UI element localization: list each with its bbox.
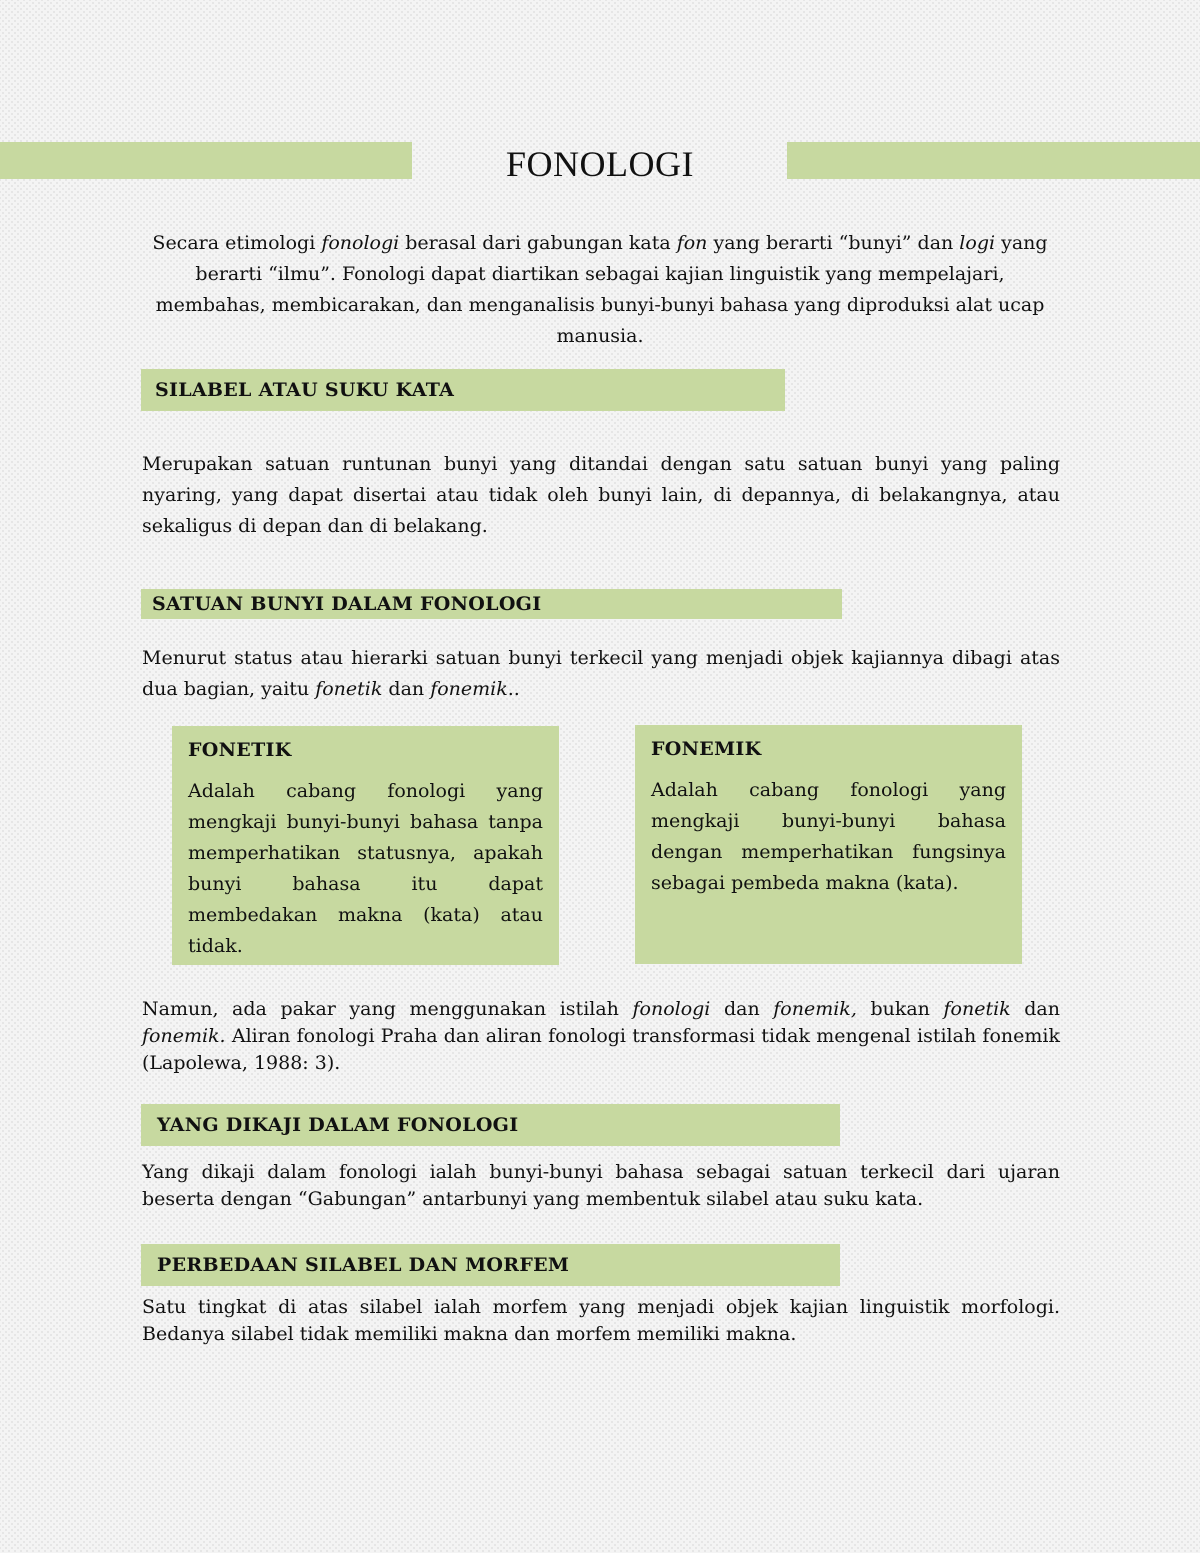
intro-text: yang berarti “ilmu”. Fonologi dapat diartikan sebagai kajian linguistik yang mempelajari, membahas, membicarakan, dan menganalisis bunyi-bunyi bahasa yang diproduksi alat ucap manusia. [155, 232, 1048, 347]
namun-text: dan [1010, 998, 1060, 1020]
namun-term: fonologi [632, 998, 711, 1020]
intro-term: logi [959, 232, 996, 254]
intro-text: berasal dari gabungan kata [399, 232, 677, 254]
title-bar-right [787, 142, 1200, 179]
satuan-paragraph [142, 643, 1060, 705]
title-bar-left [0, 142, 412, 179]
namun-text: Namun, ada pakar yang menggunakan istilah [142, 998, 633, 1020]
intro-term: fon [676, 232, 708, 254]
fonemik-text: Adalah cabang fonologi yang mengkaji bunyi-bunyi bahasa dengan memperhatikan fungsinya sebagai pembeda makna (kata). [651, 779, 1006, 894]
page-title: FONOLOGI [506, 144, 694, 184]
namun-text: Aliran fonologi Praha dan aliran fonologi transformasi tidak mengenal istilah fonemik (Lapolewa, 1988: 3). [142, 1025, 1060, 1074]
fonemik-title: FONEMIK [651, 738, 762, 760]
heading-yang-dikaji: YANG DIKAJI DALAM FONOLOGI [141, 1104, 840, 1146]
namun-paragraph [142, 996, 1060, 1077]
heading-silabel: SILABEL ATAU SUKU KATA [141, 369, 785, 411]
heading-satuan-bunyi: SATUAN BUNYI DALAM FONOLOGI [141, 589, 842, 619]
satuan-text: Menurut status atau hierarki satuan bunyi terkecil yang menjadi objek kajiannya dibagi atas dua bagian, yaitu [142, 647, 1060, 700]
intro-text: Secara etimologi [152, 232, 322, 254]
intro-term: fonologi [321, 232, 400, 254]
fonetik-title: FONETIK [188, 739, 292, 761]
namun-term: fonemik. [142, 1025, 226, 1047]
dikaji-paragraph: Yang dikaji dalam fonologi ialah bunyi-bunyi bahasa sebagai satuan terkecil dari ujaran beserta dengan “Gabungan” antarbunyi yang membentuk silabel atau suku kata. [142, 1161, 1060, 1210]
satuan-term: fonemik [430, 678, 508, 700]
intro-text: yang berarti “bunyi” dan [707, 232, 960, 254]
intro-paragraph [150, 228, 1050, 352]
fonetik-text: Adalah cabang fonologi yang mengkaji bunyi-bunyi bahasa tanpa memperhatikan statusnya, apakah bunyi bahasa itu dapat membedakan makna (kata) atau tidak. [188, 780, 543, 957]
namun-term: fonemik, [773, 998, 857, 1020]
namun-text: dan [710, 998, 774, 1020]
satuan-text: .. [507, 678, 520, 700]
satuan-term: fonetik [315, 678, 383, 700]
perbedaan-paragraph: Satu tingkat di atas silabel ialah morfem yang menjadi objek kajian linguistik morfologi. Bedanya silabel tidak memiliki makna dan morfem memiliki makna. [142, 1296, 1060, 1345]
fonemik-box [635, 725, 1022, 964]
satuan-text: dan [382, 678, 431, 700]
heading-perbedaan: PERBEDAAN SILABEL DAN MORFEM [141, 1244, 840, 1286]
fonetik-box [172, 726, 559, 965]
namun-text: bukan [856, 998, 944, 1020]
namun-term: fonetik [943, 998, 1011, 1020]
silabel-paragraph: Merupakan satuan runtunan bunyi yang ditandai dengan satu satuan bunyi yang paling nyaring, yang dapat disertai atau tidak oleh bunyi lain, di depannya, di belakangnya, atau sekaligus di depan dan di belakang. [142, 453, 1060, 537]
